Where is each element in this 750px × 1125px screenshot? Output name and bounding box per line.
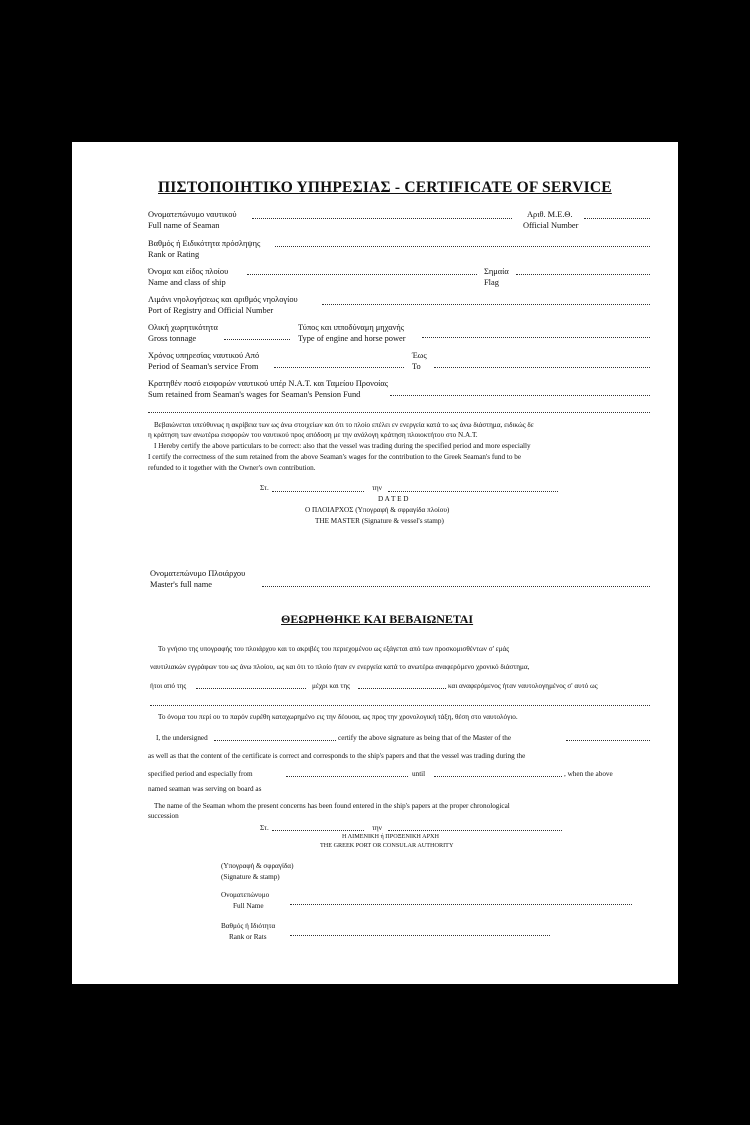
authority-sign-label-en: (Signature & stamp) <box>221 873 280 881</box>
master-st-label: Στ. <box>260 484 269 492</box>
authority-position-field[interactable] <box>150 705 650 706</box>
authority-tis-label: την <box>372 824 382 832</box>
certify-master-label: certify the above signature as being that of the Master of the <box>338 734 512 742</box>
engine-label-en: Type of engine and horse power <box>298 334 406 343</box>
master-name-label-en: Master's full name <box>150 580 212 589</box>
certificate-sheet <box>72 142 678 984</box>
certify-en-line-1: I Hereby certify the above particulars to be correct: also that the vessel was trading during the specified period and more especially <box>154 442 531 450</box>
engine-label-gr: Τύπος και ιπποδύναμη μηχανής <box>298 323 405 332</box>
official-number-field[interactable] <box>584 218 650 219</box>
vessel-name-field[interactable] <box>566 740 650 741</box>
period-to-label-en: To <box>412 362 421 371</box>
authority-from-field[interactable] <box>196 688 306 689</box>
authority-from-label: ήτοι από της <box>150 682 187 690</box>
certify-gr-line-1: Βεβαιώνεται υπεύθυνως η ακρίβεια των ως άνω στοιχείων και ότι το πλοίο επέλει εν ενεργεία κατά το ως άνω διάστημα, ειδικώς δε <box>154 421 534 429</box>
official-number-label-en: Official Number <box>523 221 579 230</box>
official-name-label-gr: Ονοματεπώνυμο <box>221 891 270 899</box>
retained-label-gr: Κρατηθέν ποσό εισφορών ναυτικού υπέρ Ν.Α.Τ. και Ταμείου Προνοίας <box>148 379 389 388</box>
official-name-label-en: Full Name <box>233 902 264 910</box>
seaman-name-field[interactable] <box>252 218 512 219</box>
certify-en-line-2: I certify the correctness of the sum retained from the above Seaman's wages for the contribution to the Greek Seaman's fund to be <box>148 453 522 461</box>
master-name-field[interactable] <box>262 586 650 587</box>
ship-field[interactable] <box>247 274 477 275</box>
specified-until-label: until <box>412 770 426 778</box>
rank-field[interactable] <box>275 246 650 247</box>
master-name-label-gr: Ονοματεπώνυμο Πλοιάρχου <box>150 569 246 578</box>
authority-title-gr: Η ΛΙΜΕΝΙΚΗ ή ΠΡΟΞΕΝΙΚΗ ΑΡΧΗ <box>342 833 439 840</box>
master-place-field[interactable] <box>272 491 364 492</box>
flag-field[interactable] <box>516 274 650 275</box>
authority-until-field[interactable] <box>358 688 446 689</box>
master-tis-label: την <box>372 484 382 492</box>
authority-gr-line-2: ναυτιλιακών εγγράφων του ως άνω πλοίου, ως και ότι το πλοίο ήταν εν ενεργεία κατά το ανωτέρω αναφερόμενο χρονικό διάστημα, <box>150 663 530 671</box>
specified-from-label: specified period and especially from <box>148 770 253 778</box>
port-label-en: Port of Registry and Official Number <box>148 306 274 315</box>
flag-label-gr: Σημαία <box>484 267 509 276</box>
authority-en-line-6: succession <box>148 812 179 820</box>
serving-as-label: named seaman was serving on board as <box>148 785 262 793</box>
ship-label-en: Name and class of ship <box>148 278 226 287</box>
official-rank-field[interactable] <box>290 935 550 936</box>
master-date-field[interactable] <box>388 491 558 492</box>
period-to-field[interactable] <box>434 367 650 368</box>
authority-en-line-2: as well as that the content of the certificate is correct and corresponds to the ship's papers and that the vessel was trading during the <box>148 752 526 760</box>
undersigned-label: I, the undersigned <box>156 734 208 742</box>
flag-label-en: Flag <box>484 278 499 287</box>
authority-gr-line-1: Το γνήσιο της υπογραφής του πλοιάρχου και το ακριβές του περιεχομένου ως εξάγεται από των προσκομισθέντων σ' εμάς <box>158 645 510 653</box>
port-field[interactable] <box>322 304 650 305</box>
authority-st-label: Στ. <box>260 824 269 832</box>
ship-label-gr: Όνομα και είδος πλοίου <box>148 267 229 276</box>
official-number-label-gr: Αριθ. Μ.Ε.Θ. <box>527 210 573 219</box>
authority-en-line-5: The name of the Seaman whom the present concerns has been found entered in the ship's papers at the proper chronological <box>154 802 510 810</box>
rank-label-en: Rank or Rating <box>148 250 200 259</box>
authority-as-label: και αναφερόμενος ήταν ναυτολογημένος σ' αυτό ως <box>448 682 598 690</box>
period-label-en: Period of Seaman's service From <box>148 362 259 371</box>
period-to-label-gr: Έως <box>412 351 427 360</box>
authority-date-field[interactable] <box>388 830 562 831</box>
certify-gr-line-2: η κράτηση των ανωτέρω εισφορών του ναυτικού προς απόδοση με την ανάλογη κράτηση πλοιοκτήτου στο Ν.Α.Τ. <box>148 431 478 439</box>
undersigned-field[interactable] <box>214 740 336 741</box>
rank-label-gr: Βαθμός ή Ειδικότητα πρόσληψης <box>148 239 261 248</box>
master-sign-label-gr: Ο ΠΛΟΙΑΡΧΟΣ (Υπογραφή & σφραγίδα πλοίου) <box>305 506 450 514</box>
when-above-label: , when the above <box>564 770 613 778</box>
master-sign-label-en: THE MASTER (Signature & vessel's stamp) <box>315 517 444 525</box>
engine-field[interactable] <box>422 337 650 338</box>
dated-label: D A T E D <box>378 495 409 503</box>
authority-until-label: μέχρι και της <box>312 682 350 690</box>
seaman-name-label-en: Full name of Seaman <box>148 221 220 230</box>
port-label-gr: Λιμάνι νηολογήσεως και αριθμός νηολογίου <box>148 295 298 304</box>
authority-sign-label-gr: (Υπογραφή & σφραγίδα) <box>221 862 294 870</box>
section-subtitle: ΘΕΩΡΗΘΗΚΕ ΚΑΙ ΒΕΒΑΙΩΝΕΤΑΙ <box>281 612 474 626</box>
specified-until-field[interactable] <box>434 776 562 777</box>
retained-label-en: Sum retained from Seaman's wages for Seaman's Pension Fund <box>148 390 361 399</box>
tonnage-label-en: Gross tonnage <box>148 334 197 343</box>
authority-place-field[interactable] <box>272 830 364 831</box>
tonnage-field[interactable] <box>224 339 290 340</box>
page-title: ΠΙΣΤΟΠΟΙΗΤΙΚΟ ΥΠΗΡΕΣΙΑΣ - CERTIFICATE OF SERVICE <box>158 179 612 196</box>
tonnage-label-gr: Ολική χωρητικότητα <box>148 323 218 332</box>
period-label-gr: Χρόνος υπηρεσίας ναυτικού Από <box>148 351 260 360</box>
retained-extra-line[interactable] <box>148 412 650 413</box>
authority-title-en: THE GREEK PORT OR CONSULAR AUTHORITY <box>320 842 454 849</box>
period-from-field[interactable] <box>274 367 404 368</box>
retained-field[interactable] <box>390 395 650 396</box>
seaman-name-label-gr: Ονοματεπώνυμο ναυτικού <box>148 210 237 219</box>
certify-en-line-3: refunded to it together with the Owner's own contribution. <box>148 464 316 472</box>
official-rank-label-en: Rank or Rats <box>229 933 267 941</box>
official-name-field[interactable] <box>290 904 632 905</box>
authority-gr-line-4: Το όνομα του περί ου το παρόν ευρέθη καταχωρημένο εις την δέουσα, ως προς την χρονολογική τάξη, θέση στο ναυτολόγιο. <box>158 713 518 721</box>
specified-from-field[interactable] <box>286 776 408 777</box>
official-rank-label-gr: Βαθμός ή Ιδιότητα <box>221 922 276 930</box>
